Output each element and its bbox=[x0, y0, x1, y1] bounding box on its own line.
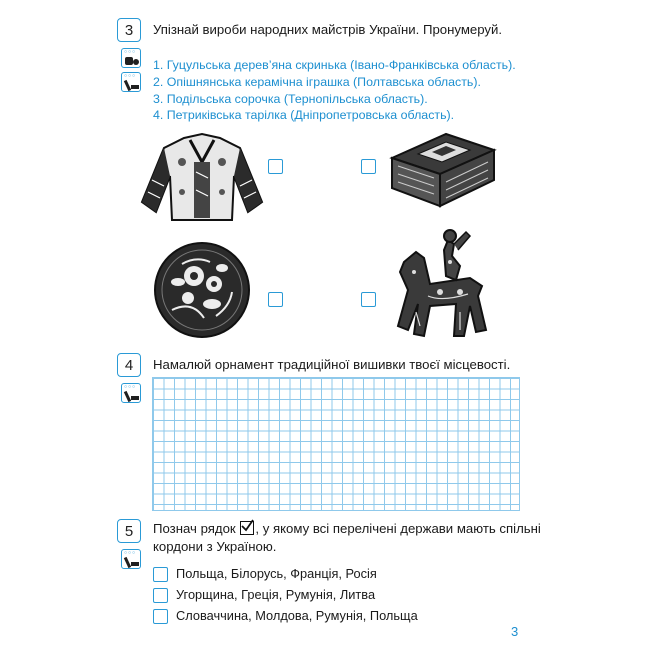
task3-prompt: Упізнай вироби народних майстрів України. Пронумеруй. bbox=[153, 22, 503, 37]
wooden-box-image bbox=[388, 128, 498, 210]
page-number: 3 bbox=[511, 624, 519, 639]
option-label-1: Польща, Білорусь, Франція, Росія bbox=[176, 566, 377, 581]
checkmark-box-icon bbox=[240, 521, 254, 535]
task5-prompt-part1: Познач рядок bbox=[153, 521, 236, 536]
petrykivka-plate-image bbox=[152, 240, 252, 340]
task3-item-1: 1. Гуцульська дерев’яна скринька (Івано-Франківська область). bbox=[153, 58, 516, 72]
drawing-grid[interactable] bbox=[152, 377, 520, 511]
option-checkbox-3[interactable] bbox=[153, 609, 168, 624]
task5-prompt-line1 bbox=[153, 521, 541, 536]
answer-box-casket[interactable] bbox=[361, 159, 376, 174]
answer-box-toy[interactable] bbox=[361, 292, 376, 307]
answer-box-shirt[interactable] bbox=[268, 159, 283, 174]
option-checkbox-1[interactable] bbox=[153, 567, 168, 582]
task3-item-4: 4. Петриківська тарілка (Дніпропетровська область). bbox=[153, 108, 455, 122]
pencil-icon: ○○○ bbox=[121, 383, 141, 403]
task4-prompt: Намалюй орнамент традиційної вишивки твоєї місцевості. bbox=[153, 357, 511, 372]
pencil-icon: ○○○ bbox=[121, 72, 141, 92]
task-number-5: 5 bbox=[117, 519, 141, 543]
task3-item-3: 3. Подільська сорочка (Тернопільська область). bbox=[153, 92, 428, 106]
task5-prompt-part2: , у якому всі перелічені держави мають спільні bbox=[255, 521, 541, 536]
task3-item-2: 2. Опішнянська керамічна іграшка (Полтавська область). bbox=[153, 75, 481, 89]
task5-prompt-line2: кордони з Україною. bbox=[153, 539, 277, 554]
ceramic-toy-image bbox=[390, 226, 494, 344]
answer-box-plate[interactable] bbox=[268, 292, 283, 307]
option-label-2: Угорщина, Греція, Румунія, Литва bbox=[176, 587, 376, 602]
pencil-icon: ○○○ bbox=[121, 549, 141, 569]
work-mode-icon: ○○○ bbox=[121, 48, 141, 68]
task-number-4: 4 bbox=[117, 353, 141, 377]
option-checkbox-2[interactable] bbox=[153, 588, 168, 603]
task-number-3: 3 bbox=[117, 18, 141, 42]
embroidered-shirt-image bbox=[140, 132, 264, 224]
option-label-3: Словаччина, Молдова, Румунія, Польща bbox=[176, 608, 418, 623]
